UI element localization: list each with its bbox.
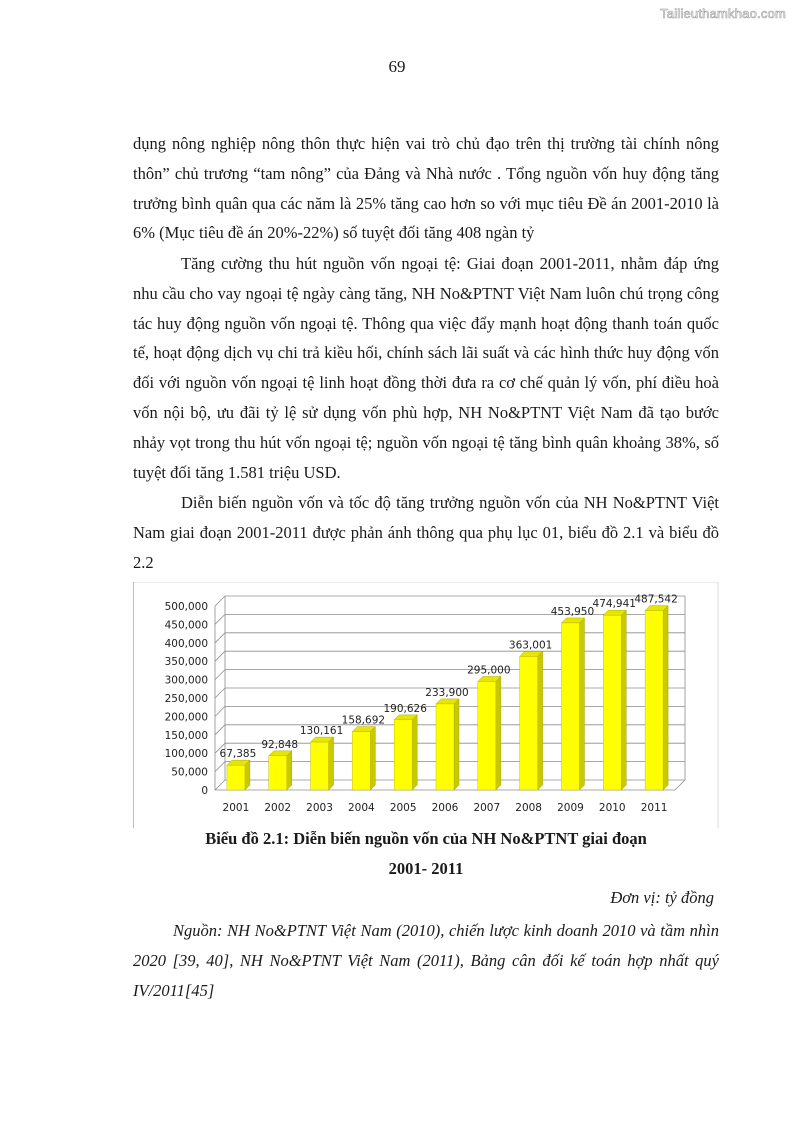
bar-side-2004	[370, 727, 375, 790]
y-tick-label: 150,000	[164, 729, 208, 742]
x-tick-label-2001: 2001	[222, 802, 250, 814]
bar-2010	[603, 615, 621, 790]
paragraph-1	[133, 129, 719, 248]
bar-side-2011	[663, 606, 668, 790]
data-label-2001: 67,385	[219, 748, 257, 761]
gridline-depth-3	[215, 725, 225, 735]
bar-2002	[269, 756, 287, 790]
x-tick-label-2003: 2003	[306, 802, 333, 814]
bar-2005	[394, 720, 412, 790]
x-tick-label-2008: 2008	[515, 802, 543, 814]
x-tick-label-2006: 2006	[431, 802, 459, 814]
bar-2001	[227, 765, 245, 790]
y-tick-label: 450,000	[164, 619, 208, 632]
bar-side-2003	[329, 737, 334, 790]
y-tick-label: 0	[201, 785, 208, 797]
source-note-text: Nguồn: NH No&PTNT Việt Nam (2010), chiến lược kinh doanh 2010 và tầm nhìn 2020 [39, 40], NH No&PTNT Việt Nam (2011), Bảng cân đối kế toán hợp nhất quý IV/2011[45]	[133, 921, 719, 1000]
gridline-depth-8	[215, 633, 225, 643]
gridline-depth-7	[215, 651, 225, 661]
source-note	[133, 916, 719, 1005]
paragraph-2	[133, 249, 719, 487]
bar-side-2006	[454, 699, 459, 790]
data-label-2003: 130,161	[299, 725, 344, 738]
paragraph-1-text: dụng nông nghiệp nông thôn thực hiện vai trò chủ đạo trên thị trường tài chính nông thôn” chủ trương “tam nông” của Đảng và Nhà nước . Tổng nguồn vốn huy động tăng trưởng bình quân qua các năm là 25% tăng cao hơn so với mục tiêu Đề án 2001-2010 là 6% (Mục tiêu đề án 20%-22%) số tuyệt đối tăng 408 ngàn tỷ	[133, 134, 719, 243]
chart-caption-line-1: Biểu đồ 2.1: Diễn biến nguồn vốn của NH No&PTNT giai đoạn	[205, 829, 647, 848]
x-tick-label-2011: 2011	[640, 802, 668, 814]
y-tick-label: 200,000	[164, 711, 208, 724]
gridline-depth-10	[215, 596, 225, 606]
gridline-depth-9	[215, 614, 225, 624]
data-label-2010: 474,941	[592, 598, 636, 611]
x-tick-label-2005: 2005	[389, 802, 417, 814]
floor-right-edge	[675, 780, 685, 790]
bar-side-2010	[621, 610, 626, 790]
watermark: Tailieuthamkhao.com	[660, 6, 786, 21]
bar-2009	[561, 623, 579, 790]
bar-side-2005	[412, 715, 417, 790]
x-tick-label-2002: 2002	[264, 802, 292, 814]
unit-note: Đơn vị: tỷ đồng	[610, 888, 714, 907]
data-label-2005: 190,626	[383, 702, 427, 715]
y-tick-label: 50,000	[171, 766, 208, 779]
y-tick-label: 500,000	[164, 601, 208, 613]
bar-side-2009	[579, 618, 584, 790]
paragraph-3	[133, 488, 719, 577]
data-label-2008: 363,001	[508, 639, 553, 652]
bar-2008	[520, 656, 538, 790]
data-label-2004: 158,692	[341, 714, 386, 727]
data-label-2002: 92,848	[261, 738, 299, 751]
bar-chart	[133, 582, 719, 828]
bar-2011	[645, 611, 663, 790]
paragraph-3-text: Diễn biến nguồn vốn và tốc độ tăng trưởng nguồn vốn của NH No&PTNT Việt Nam giai đoạn 2001-2011 được phản ánh thông qua phụ lục 01, biểu đồ 2.1 và biểu đồ 2.2	[133, 493, 719, 572]
bar-2003	[311, 742, 329, 790]
gridline-depth-1	[215, 762, 225, 772]
y-tick-label: 250,000	[164, 693, 208, 705]
x-tick-label-2007: 2007	[473, 802, 501, 814]
gridline-depth-5	[215, 688, 225, 698]
y-tick-label: 350,000	[164, 656, 208, 669]
bar-2004	[352, 732, 370, 790]
bar-chart-svg	[133, 582, 719, 828]
y-tick-label: 100,000	[164, 748, 208, 761]
data-label-2006: 233,900	[425, 686, 469, 699]
bar-side-2007	[496, 676, 501, 790]
bar-side-2002	[287, 751, 292, 790]
gridline-depth-6	[215, 670, 225, 680]
data-label-2007: 295,000	[467, 664, 511, 677]
data-label-2011: 487,542	[634, 593, 678, 606]
x-tick-label-2010: 2010	[598, 802, 626, 814]
bar-2006	[436, 704, 454, 790]
page-number: 69	[388, 57, 406, 76]
chart-caption-line-2: 2001- 2011	[388, 859, 464, 878]
y-tick-label: 400,000	[164, 637, 208, 650]
bar-side-2008	[538, 651, 543, 790]
gridline-depth-4	[215, 706, 225, 716]
data-label-2009: 453,950	[550, 605, 595, 618]
gridline-depth-0	[215, 780, 225, 790]
bar-2007	[478, 681, 496, 790]
y-tick-label: 300,000	[164, 674, 208, 687]
paragraph-2-text: Tăng cường thu hút nguồn vốn ngoại tệ: Giai đoạn 2001-2011, nhằm đáp ứng nhu cầu cho vay ngoại tệ ngày càng tăng, NH No&PTNT Việt Nam luôn chú trọng công tác huy động nguồn vốn ngoại tệ. Thông qua việc đẩy mạnh hoạt động thanh toán quốc tế, hoạt động dịch vụ chi trả kiều hối, chính sách lãi suất và các hình thức huy động vốn đối với nguồn vốn ngoại tệ linh hoạt đồng thời đưa ra cơ chế quản lý vốn, phí điều hoà vốn nội bộ, ưu đãi tỷ lệ sử dụng vốn phù hợp, NH No&PTNT Việt Nam đã tạo bước nhảy vọt trong thu hút vốn ngoại tệ; nguồn vốn ngoại tệ tăng bình quân khoảng 38%, số tuyệt đối tăng 1.581 triệu USD.	[133, 254, 719, 482]
x-tick-label-2004: 2004	[347, 802, 375, 814]
x-tick-label-2009: 2009	[557, 802, 584, 814]
